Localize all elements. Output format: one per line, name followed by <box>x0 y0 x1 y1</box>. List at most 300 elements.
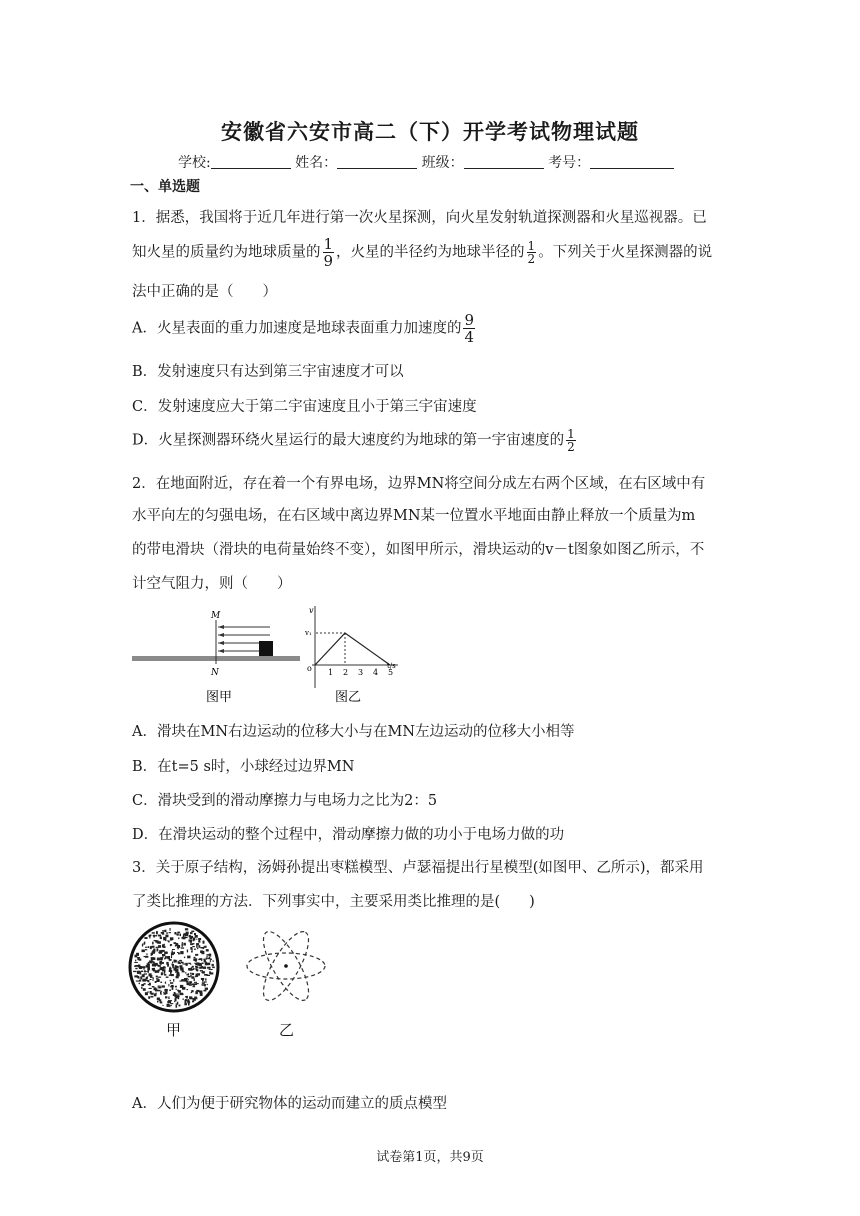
speckle <box>178 997 179 999</box>
speckle <box>169 975 172 976</box>
speckle <box>184 980 186 981</box>
speckle <box>187 979 188 981</box>
speckle <box>212 967 215 969</box>
nucleus <box>284 964 288 968</box>
speckle <box>191 948 192 951</box>
speckle <box>202 967 204 969</box>
speckle <box>148 981 150 982</box>
speckle <box>175 967 176 968</box>
speckle <box>187 974 188 976</box>
speckle <box>152 968 153 971</box>
speckle <box>179 1005 181 1007</box>
frac-denominator: 9 <box>323 252 334 270</box>
speckle <box>136 981 140 982</box>
speckle <box>154 987 157 990</box>
speckle <box>198 963 201 964</box>
page-title: 安徽省六安市高二（下）开学考试物理试题 <box>221 120 639 144</box>
speckle <box>179 962 181 964</box>
speckle <box>205 962 207 964</box>
q1-line-2 <box>132 236 712 269</box>
speckle <box>158 985 159 988</box>
speckle <box>169 990 171 991</box>
speckle <box>204 967 207 969</box>
q1-fraction-radius <box>527 240 537 265</box>
speckle <box>190 940 192 943</box>
speckle <box>160 937 162 940</box>
speckle <box>155 981 157 983</box>
figure-yi-vt-graph <box>304 606 398 705</box>
speckle <box>202 979 204 982</box>
speckle <box>144 970 145 972</box>
speckle <box>153 968 155 970</box>
speckle <box>156 976 158 978</box>
speckle <box>163 1005 164 1006</box>
speckle <box>169 959 172 961</box>
speckle <box>148 996 150 999</box>
speckle <box>160 959 162 961</box>
speckle <box>181 980 184 982</box>
speckle <box>164 944 165 946</box>
speckle <box>202 984 205 986</box>
speckle <box>184 957 185 959</box>
speckle <box>176 989 177 990</box>
speckle <box>194 978 195 981</box>
speckle <box>183 943 186 946</box>
speckle <box>212 964 214 966</box>
speckle <box>160 1002 163 1004</box>
speckle <box>204 946 206 948</box>
q2-line-1: 2．在地面附近，存在着一个有界电场，边界MN将空间分成左右两个区域，在右区域中有 <box>132 476 706 492</box>
speckle <box>196 943 199 945</box>
speckle <box>197 969 198 971</box>
frac-denominator: 2 <box>527 252 536 266</box>
frac-numerator: 9 <box>464 311 475 329</box>
speckle <box>166 962 168 965</box>
speckle <box>163 966 164 968</box>
speckle <box>200 970 203 971</box>
speckle <box>163 937 166 940</box>
speckle <box>160 962 162 965</box>
speckle <box>175 986 177 988</box>
speckle <box>162 954 165 956</box>
speckle <box>147 971 149 972</box>
speckle <box>149 988 152 989</box>
speckle <box>150 979 152 980</box>
speckle <box>169 967 170 970</box>
speckle <box>185 928 188 930</box>
q3-figures <box>128 920 338 1045</box>
vt-curve <box>315 633 390 665</box>
q1-line-3: 法中正确的是（ ） <box>132 284 277 300</box>
speckle <box>177 932 179 933</box>
speckle <box>180 967 183 970</box>
speckle <box>169 970 173 972</box>
speckle <box>152 951 155 954</box>
speckle <box>143 988 146 991</box>
section-heading: 一、单选题 <box>130 179 200 195</box>
page-footer: 试卷第1页，共9页 <box>376 1150 484 1165</box>
speckle <box>195 935 198 938</box>
speckle <box>182 971 185 972</box>
speckle <box>190 973 191 974</box>
speckle <box>162 930 166 932</box>
speckle <box>152 942 154 945</box>
tick-3: 3 <box>358 668 364 677</box>
speckle <box>181 947 184 948</box>
q1-option-d-text: D．火星探测器环绕火星运行的最大速度约为地球的第一宇宙速度的 <box>132 432 565 449</box>
q2-option-b: B．在t=5 s时，小球经过边界MN <box>132 759 355 775</box>
speckle <box>135 960 136 962</box>
speckle <box>156 970 159 973</box>
speckle <box>204 974 208 976</box>
speckle <box>165 991 167 994</box>
q2-line-3: 的带电滑块（滑块的电荷量始终不变），如图甲所示，滑块运动的v－t图象如图乙所示，不 <box>132 542 705 558</box>
speckle <box>191 990 193 992</box>
speckle <box>170 937 174 940</box>
speckle <box>163 992 165 993</box>
speckle <box>153 949 155 952</box>
speckle <box>167 1004 170 1006</box>
speckle <box>170 982 173 984</box>
speckle <box>178 938 179 940</box>
speckle <box>161 991 162 992</box>
speckle <box>151 953 152 956</box>
speckle <box>199 967 201 969</box>
speckle <box>156 947 159 948</box>
speckle <box>182 944 183 947</box>
speckle <box>172 962 173 964</box>
speckle <box>143 968 144 970</box>
speckle <box>173 979 174 982</box>
speckle <box>195 991 198 994</box>
speckle <box>144 943 146 945</box>
q1-option-b: B．发射速度只有达到第三宇宙速度才可以 <box>132 364 404 380</box>
speckle <box>204 984 206 986</box>
q1-line-2c: 。下列关于火星探测器的说 <box>538 244 713 261</box>
speckle <box>192 966 194 968</box>
speckle <box>186 932 189 935</box>
speckle <box>177 990 179 992</box>
q3-line-2: 了类比推理的方法．下列事实中，主要采用类比推理的是( ) <box>132 894 535 910</box>
speckle <box>190 932 191 934</box>
speckle <box>191 992 192 993</box>
speckle <box>144 956 146 957</box>
speckle <box>177 934 179 936</box>
speckle <box>206 954 209 955</box>
speckle <box>199 958 202 960</box>
speckle <box>167 956 170 959</box>
speckle <box>180 934 182 937</box>
speckle <box>210 959 211 962</box>
speckle <box>159 987 162 989</box>
figure-jia-caption: 图甲 <box>206 690 233 705</box>
speckle <box>196 997 197 999</box>
speckle <box>138 977 140 978</box>
speckle <box>203 941 205 944</box>
speckle <box>148 966 150 969</box>
speckle <box>157 990 161 992</box>
speckle <box>164 971 165 974</box>
speckle <box>187 950 188 953</box>
speckle <box>193 983 195 985</box>
speckle <box>194 949 196 950</box>
speckle <box>207 956 208 958</box>
speckle <box>193 998 196 1001</box>
speckle <box>154 994 157 997</box>
speckle <box>166 977 169 978</box>
speckle <box>175 970 178 973</box>
speckle <box>179 960 182 962</box>
speckle <box>193 985 196 987</box>
speckle <box>135 968 137 969</box>
speckle <box>190 974 191 976</box>
speckle <box>145 949 147 950</box>
speckle <box>176 976 179 978</box>
speckle <box>170 1003 173 1004</box>
speckle <box>160 982 162 983</box>
speckle <box>135 975 138 976</box>
speckle <box>171 955 172 958</box>
speckle <box>151 996 154 998</box>
speckle <box>158 935 161 937</box>
speckle <box>144 937 147 939</box>
speckle <box>171 1000 172 1001</box>
speckle <box>146 953 147 955</box>
speckle <box>186 963 188 966</box>
speckle <box>146 977 147 979</box>
frac-numerator: 1 <box>323 235 334 253</box>
speckle <box>182 942 183 944</box>
exam-no-blank <box>590 154 674 169</box>
speckle <box>149 935 150 937</box>
speckle <box>190 968 192 970</box>
exam-no-label: 考号： <box>548 155 591 171</box>
frac-denominator: 4 <box>464 328 475 346</box>
speckle <box>170 1005 171 1006</box>
q1-option-a-fraction <box>463 312 475 345</box>
speckle <box>136 953 139 956</box>
speckle <box>161 973 163 975</box>
speckle <box>187 1001 190 1003</box>
speckle <box>138 971 140 973</box>
plum-pudding-model <box>130 923 218 1011</box>
class-blank <box>464 154 544 169</box>
speckle <box>191 951 193 953</box>
q3-option-a: A．人们为便于研究物体的运动而建立的质点模型 <box>132 1096 447 1112</box>
speckle <box>170 944 172 946</box>
speckle <box>162 985 165 987</box>
speckle <box>142 944 143 947</box>
speckle <box>147 963 150 964</box>
speckle <box>190 937 193 940</box>
speckle <box>134 962 138 963</box>
speckle <box>197 948 198 949</box>
speckle <box>209 969 211 970</box>
student-info-row <box>178 152 674 172</box>
speckle <box>195 983 198 984</box>
speckle <box>202 963 204 965</box>
speckle <box>199 941 201 942</box>
speckle <box>145 956 148 958</box>
speckle <box>139 983 140 984</box>
speckle <box>140 967 142 969</box>
speckle <box>196 974 198 977</box>
speckle <box>175 998 177 1001</box>
speckle <box>204 990 207 992</box>
speckle <box>198 938 201 940</box>
speckle <box>168 984 169 987</box>
speckle <box>177 1002 178 1004</box>
speckle <box>151 957 154 960</box>
speckle <box>150 991 152 994</box>
speckle <box>175 993 176 994</box>
class-label: 班级： <box>421 155 464 171</box>
speckle <box>133 971 136 972</box>
speckle <box>196 945 197 948</box>
name-label: 姓名： <box>295 155 338 171</box>
speckle <box>174 960 176 962</box>
q1-option-c: C．发射速度应大于第二宇宙速度且小于第三宇宙速度 <box>132 399 477 415</box>
speckle <box>184 933 186 935</box>
speckle <box>142 980 145 981</box>
speckle <box>172 966 174 969</box>
speckle <box>209 957 210 958</box>
speckle <box>189 935 190 937</box>
speckle <box>187 989 189 990</box>
speckle <box>176 1005 178 1008</box>
speckle <box>189 981 191 984</box>
speckle <box>174 968 175 971</box>
q1-option-d <box>132 428 578 453</box>
speckle <box>168 941 170 943</box>
speckle <box>156 931 158 934</box>
speckle <box>190 970 193 971</box>
q1-line-2a: 知火星的质量约为地球质量的 <box>132 244 321 261</box>
q2-figures <box>130 604 400 708</box>
speckle <box>205 978 206 980</box>
speckle <box>164 952 167 954</box>
axis-v-label: v <box>309 606 314 615</box>
speckle <box>195 966 198 968</box>
v1-label: v₁ <box>305 629 312 637</box>
speckle <box>141 984 144 986</box>
speckle <box>180 951 183 954</box>
tick-4: 4 <box>373 668 379 677</box>
tick-5: 5 <box>388 668 394 677</box>
speckle <box>157 998 160 1001</box>
frac-numerator: 1 <box>527 239 536 253</box>
speckle <box>192 946 195 947</box>
speckle <box>135 965 138 967</box>
speckle <box>181 962 184 964</box>
speckle <box>150 946 152 949</box>
speckle <box>141 971 143 972</box>
speckle <box>154 965 155 966</box>
speckle <box>148 946 149 948</box>
speckle <box>152 980 153 981</box>
speckle <box>191 976 194 978</box>
speckle <box>170 928 171 931</box>
speckle <box>156 978 159 979</box>
speckle <box>188 999 189 1001</box>
speckle <box>160 951 163 953</box>
speckle <box>185 972 187 973</box>
speckle <box>206 963 209 965</box>
speckle <box>178 952 180 954</box>
speckle <box>180 993 184 995</box>
speckle <box>149 973 152 976</box>
school-label: 学校: <box>178 155 211 171</box>
speckle <box>152 986 155 987</box>
speckle <box>210 969 212 970</box>
speckle <box>206 958 208 960</box>
speckle <box>194 933 196 935</box>
speckle <box>195 954 198 956</box>
speckle <box>152 932 155 934</box>
speckle <box>201 951 204 954</box>
speckle <box>185 937 187 938</box>
speckle <box>145 947 148 948</box>
speckle <box>177 946 178 948</box>
speckle <box>198 945 200 948</box>
speckle <box>190 943 193 945</box>
figure-yi-caption: 乙 <box>279 1021 295 1039</box>
speckle <box>195 959 197 961</box>
speckle <box>158 941 161 943</box>
speckle <box>175 945 176 947</box>
speckle <box>188 976 191 977</box>
speckle <box>164 989 167 992</box>
speckle <box>186 996 188 998</box>
speckle <box>210 972 213 974</box>
speckle <box>160 967 163 970</box>
frac-numerator: 1 <box>567 427 575 441</box>
speckle <box>142 966 146 968</box>
speckle <box>134 965 135 967</box>
q2-option-d: D．在滑块运动的整个过程中，滑动摩擦力做的功小于电场力做的功 <box>132 827 565 843</box>
q3-line-1: 3．关于原子结构，汤姆孙提出枣糕模型、卢瑟福提出行星模型(如图甲、乙所示)，都采用 <box>132 860 704 876</box>
speckle <box>206 949 209 951</box>
speckle <box>196 990 199 991</box>
speckle <box>139 980 141 982</box>
speckle <box>193 939 195 941</box>
speckle <box>177 966 179 969</box>
q2-option-c: C．滑块受到的滑动摩擦力与电场力之比为2：5 <box>132 793 438 809</box>
origin-label: o <box>307 664 312 673</box>
speckle <box>169 932 172 933</box>
speckle <box>194 982 197 983</box>
q2-line-2: 水平向左的匀强电场，在右区域中离边界MN某一位置水平地面由静止释放一个质量为m <box>132 508 696 524</box>
speckle <box>189 939 190 941</box>
speckle <box>207 984 208 985</box>
speckle <box>185 999 187 1001</box>
speckle <box>160 992 161 995</box>
q1-option-a <box>132 312 477 345</box>
axis-t-label: t/s <box>387 662 396 670</box>
speckle <box>139 959 142 961</box>
speckle <box>159 977 161 978</box>
speckle <box>152 946 155 948</box>
speckle <box>184 1003 187 1006</box>
speckle <box>166 932 168 933</box>
speckle <box>182 987 186 990</box>
speckle <box>196 939 197 940</box>
speckle <box>202 982 205 984</box>
tick-1: 1 <box>328 668 334 677</box>
speckle <box>162 956 163 958</box>
speckle <box>167 965 168 967</box>
q1-option-d-fraction <box>566 428 576 453</box>
